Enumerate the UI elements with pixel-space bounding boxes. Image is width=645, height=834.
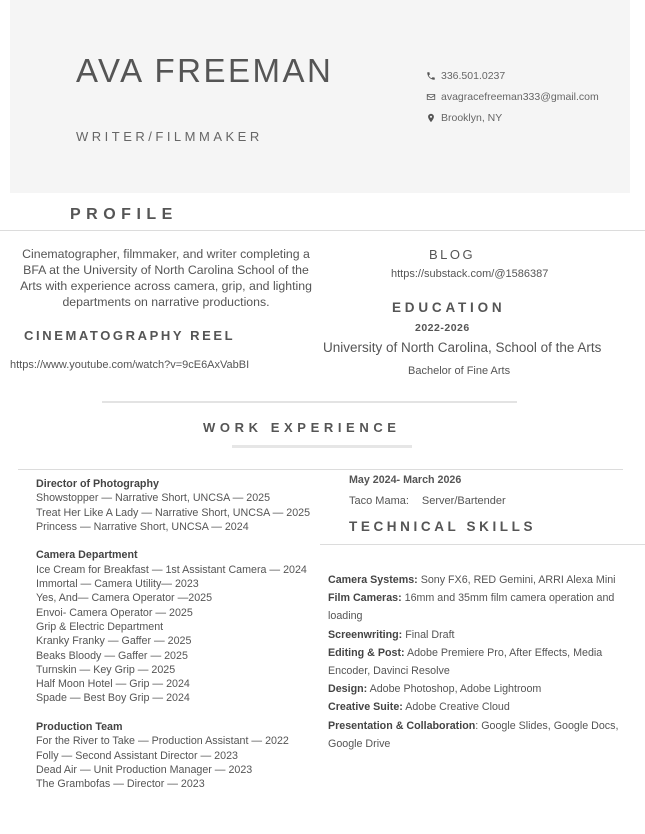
blog-title: BLOG [429,247,476,262]
education-degree: Bachelor of Fine Arts [408,365,511,377]
job-dates: May 2024- March 2026 [349,474,462,486]
list-item: Immortal — Camera Utility— 2023 [36,578,199,591]
list-item: Dead Air — Unit Production Manager — 2023 [36,763,253,776]
skill-item [328,589,633,625]
experience-group-dp [36,477,326,534]
skill-label: Editing & Post: [328,646,405,659]
skill-value: 16mm and 35mm film camera operation and loading [328,592,615,623]
education-title: EDUCATION [392,300,506,315]
work-top-divider [18,469,623,470]
work-experience-title: WORK EXPERIENCE [203,420,401,435]
list-item: Treat Her Like A Lady — Narrative Short, UNCSA — 2025 [36,506,311,519]
list-item: Folly — Second Assistant Director — 2023 [36,749,238,762]
skill-item [328,644,633,680]
skill-label: Film Cameras: [328,592,402,605]
list-item: Grip & Electric Department [36,620,164,633]
work-divider [102,401,517,403]
blog-link[interactable]: https://substack.com/@1586387 [391,268,549,280]
list-item: Princess — Narrative Short, UNCSA — 2024 [36,520,249,533]
job-position: Server/Bartender [421,495,506,507]
list-item: Spade — Best Boy Grip — 2024 [36,692,190,705]
list-item: For the River to Take — Production Assistant — 2022 [36,735,289,748]
skill-value: Adobe Photoshop, Adobe Lightroom [369,683,542,696]
phone-text: 336.501.0237 [441,70,506,82]
skills-divider [320,544,645,545]
list-item: Half Moon Hotel — Grip — 2024 [36,678,190,691]
experience-column [36,477,326,806]
experience-heading: Camera Department [36,549,138,562]
phone-icon [426,71,436,81]
education-years: 2022-2026 [415,322,470,334]
skills-list [328,571,633,753]
list-item: Showstopper — Narrative Short, UNCSA — 2025 [36,492,271,505]
experience-group-production [36,720,326,791]
envelope-icon [426,92,436,102]
education-school: University of North Carolina, School of the Arts [323,340,602,355]
experience-heading: Production Team [36,721,123,734]
contact-phone [426,70,505,82]
contact-email [426,91,599,103]
list-item: Beaks Bloody — Gaffer — 2025 [36,649,188,662]
skill-value: Final Draft [405,628,455,641]
skill-value: Adobe Creative Cloud [405,701,510,714]
skill-label: Design: [328,683,368,696]
profile-divider [0,230,645,231]
profile-text: Cinematographer, filmmaker, and writer completing a BFA at the University of North Carolina School of the Arts with experience across camera, grip, and lighting departments on narrative productions. [20,247,312,309]
experience-group-camera [36,548,326,705]
list-item: Kranky Franky — Gaffer — 2025 [36,635,192,648]
list-item: Ice Cream for Breakfast — 1st Assistant Camera — 2024 [36,563,307,576]
reel-title: CINEMATOGRAPHY REEL [24,328,236,343]
work-title-underline [232,445,412,448]
reel-link[interactable]: https://www.youtube.com/watch?v=9cE6AxVabBI [10,359,250,371]
skill-item: Presentation & Collaboration: Google Slides, Google Docs, Google Drive [328,719,619,750]
email-text[interactable]: avagracefreeman333@gmail.com [441,91,599,103]
skill-value: Sony FX6, RED Gemini, ARRI Alexa Mini [420,574,616,586]
skill-value: Google Slides, Google Docs, Google Drive [328,719,619,750]
technical-skills-title: TECHNICAL SKILLS [349,519,537,534]
list-item: The Grambofas — Director — 2023 [36,778,205,791]
resume-role: WRITER/FILMMAKER [76,129,263,144]
list-item: Turnskin — Key Grip — 2025 [36,663,176,676]
skill-label: Creative Suite: [328,701,403,714]
job-employer: Taco Mama: [349,495,409,507]
skill-item [328,680,633,698]
resume-name: AVA FREEMAN [76,52,334,89]
skill-value: Adobe Premiere Pro, After Effects, Media Encoder, Davinci Resolve [328,646,603,678]
skill-item [328,626,633,644]
skill-item [328,571,633,589]
map-pin-icon [426,113,436,123]
list-item: Yes, And— Camera Operator —2025 [36,592,213,605]
job-line [349,495,506,507]
list-item: Envoi- Camera Operator — 2025 [36,606,193,619]
skill-label: Screenwriting: [328,628,403,641]
profile-title: PROFILE [70,206,178,223]
skill-label: Camera Systems: [328,574,418,586]
skill-label: Presentation & Collaboration [328,719,476,732]
contact-location [426,112,502,124]
skill-item [328,698,633,716]
location-text: Brooklyn, NY [441,112,503,124]
experience-heading: Director of Photography [36,478,159,490]
